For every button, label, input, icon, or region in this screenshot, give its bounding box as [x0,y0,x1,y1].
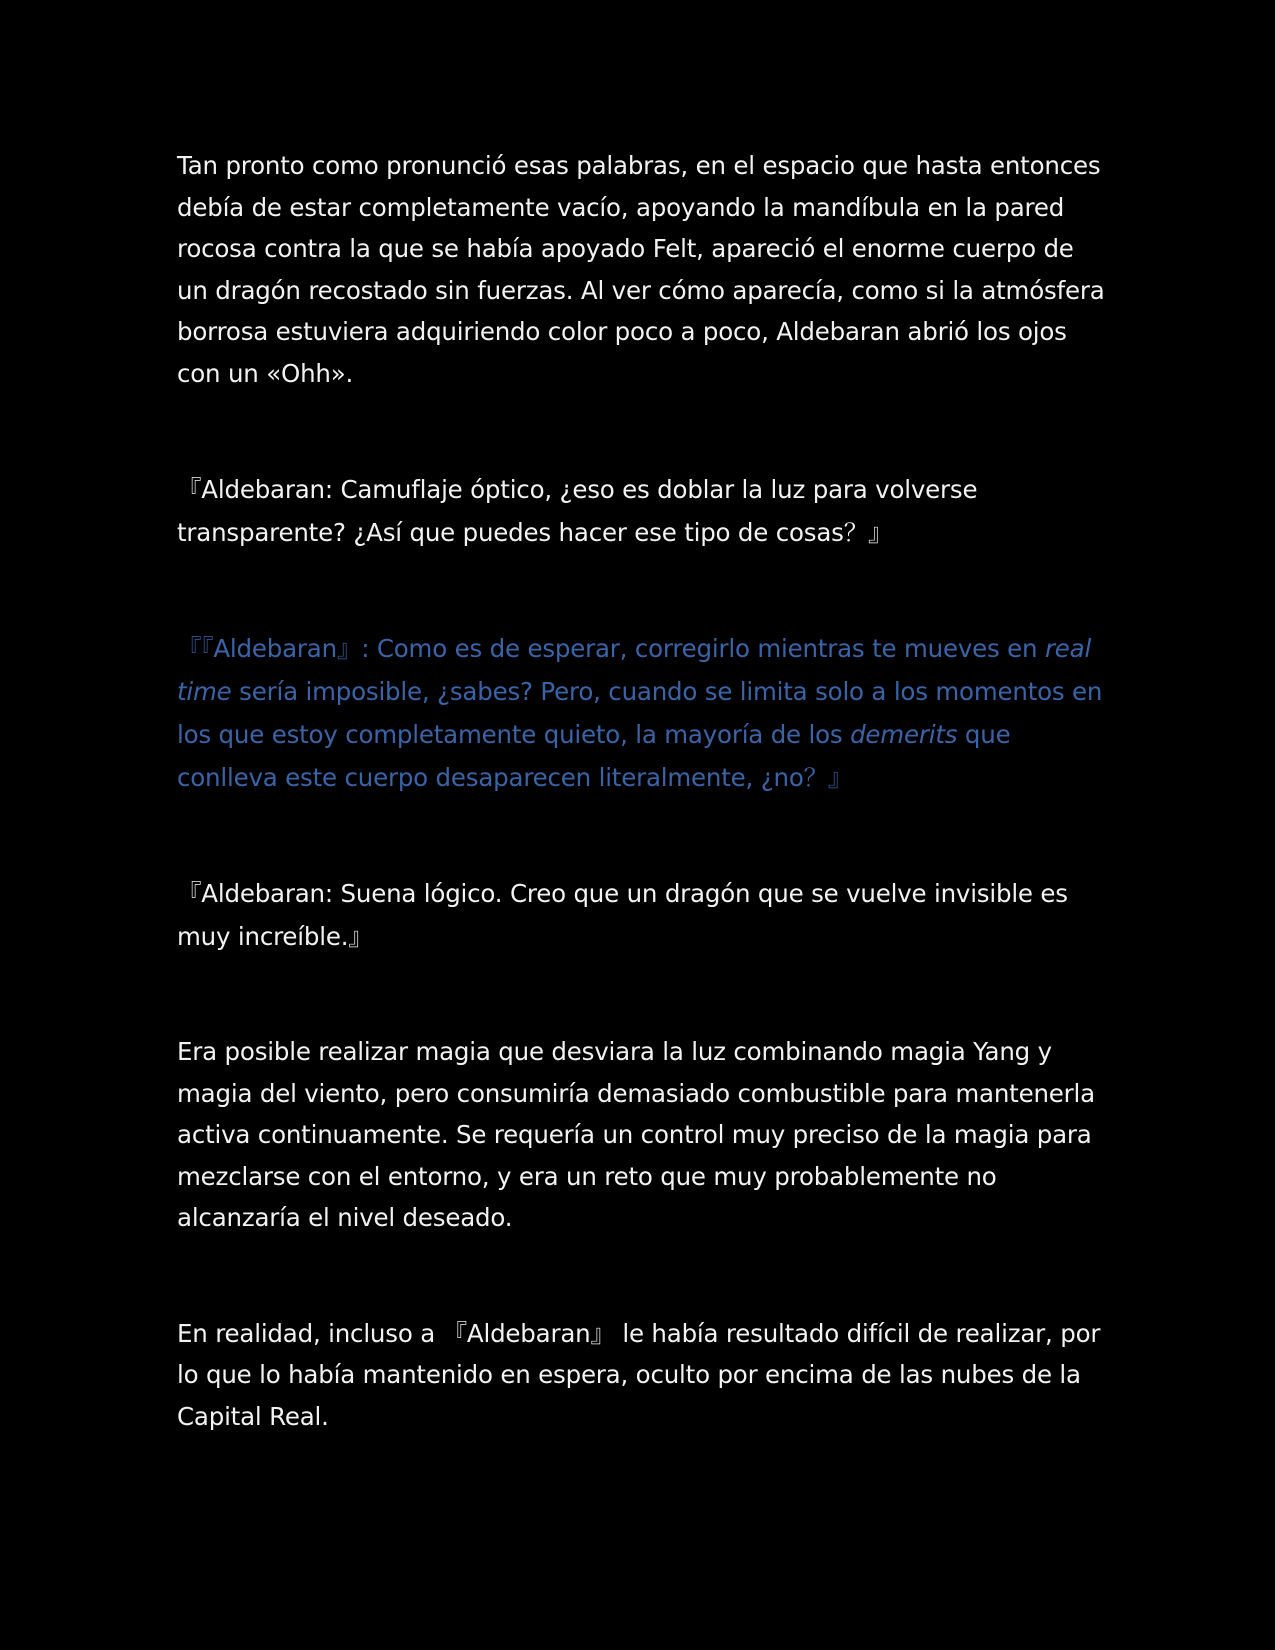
paragraph-dialogue-aldebaran-1: 『Aldebaran: Camuflaje óptico, ¿eso es doblar la luz para volverse transparente? ¿Así que puedes hacer ese tipo de cosas？』 [177,475,978,547]
paragraph-dialogue-dragon [177,627,1107,799]
paragraph-narration-3: En realidad, incluso a 『Aldebaran』 le había resultado difícil de realizar, por lo que lo había mantenido en espera, oculto por encima de las nubes de la Capital Real. [177,1318,1101,1431]
paragraph-narration-1: Tan pronto como pronunció esas palabras, en el espacio que hasta entonces debía de estar completamente vacío, apoyando la mandíbula en la pared rocosa contra la que se había apoyado Felt, apareció el enorme cuerpo de un dragón recostado sin fuerzas. Al ver cómo aparecía, como si la atmósfera borrosa estuviera adquiriendo color poco a poco, Aldebaran abrió los ojos con un «Ohh». [177,151,1105,388]
paragraph-narration-2: Era posible realizar magia que desviara la luz combinando magia Yang y magia del viento, pero consumiría demasiado combustible para mantenerla activa continuamente. Se requería un control muy preciso de la magia para mezclarse con el entorno, y era un reto que muy probablemente no alcanzaría el nivel deseado. [177,1037,1095,1232]
paragraph-dialogue-aldebaran-2: 『Aldebaran: Suena lógico. Creo que un dragón que se vuelve invisible es muy increíble.』 [177,879,1068,951]
emphasis-text: demerits [850,720,958,749]
dialogue-text: que conlleva este cuerpo desaparecen literalmente, ¿no？』 [177,720,1011,792]
document-body [177,145,1107,1437]
dialogue-text: sería imposible, ¿sabes? Pero, cuando se limita solo a los momentos en los que estoy completamente quieto, la mayoría de los [177,677,1103,749]
emphasis-text: real time [177,634,1092,706]
dialogue-text: 『『Aldebaran』: Como es de esperar, corregirlo mientras te mueves en [177,634,1045,663]
